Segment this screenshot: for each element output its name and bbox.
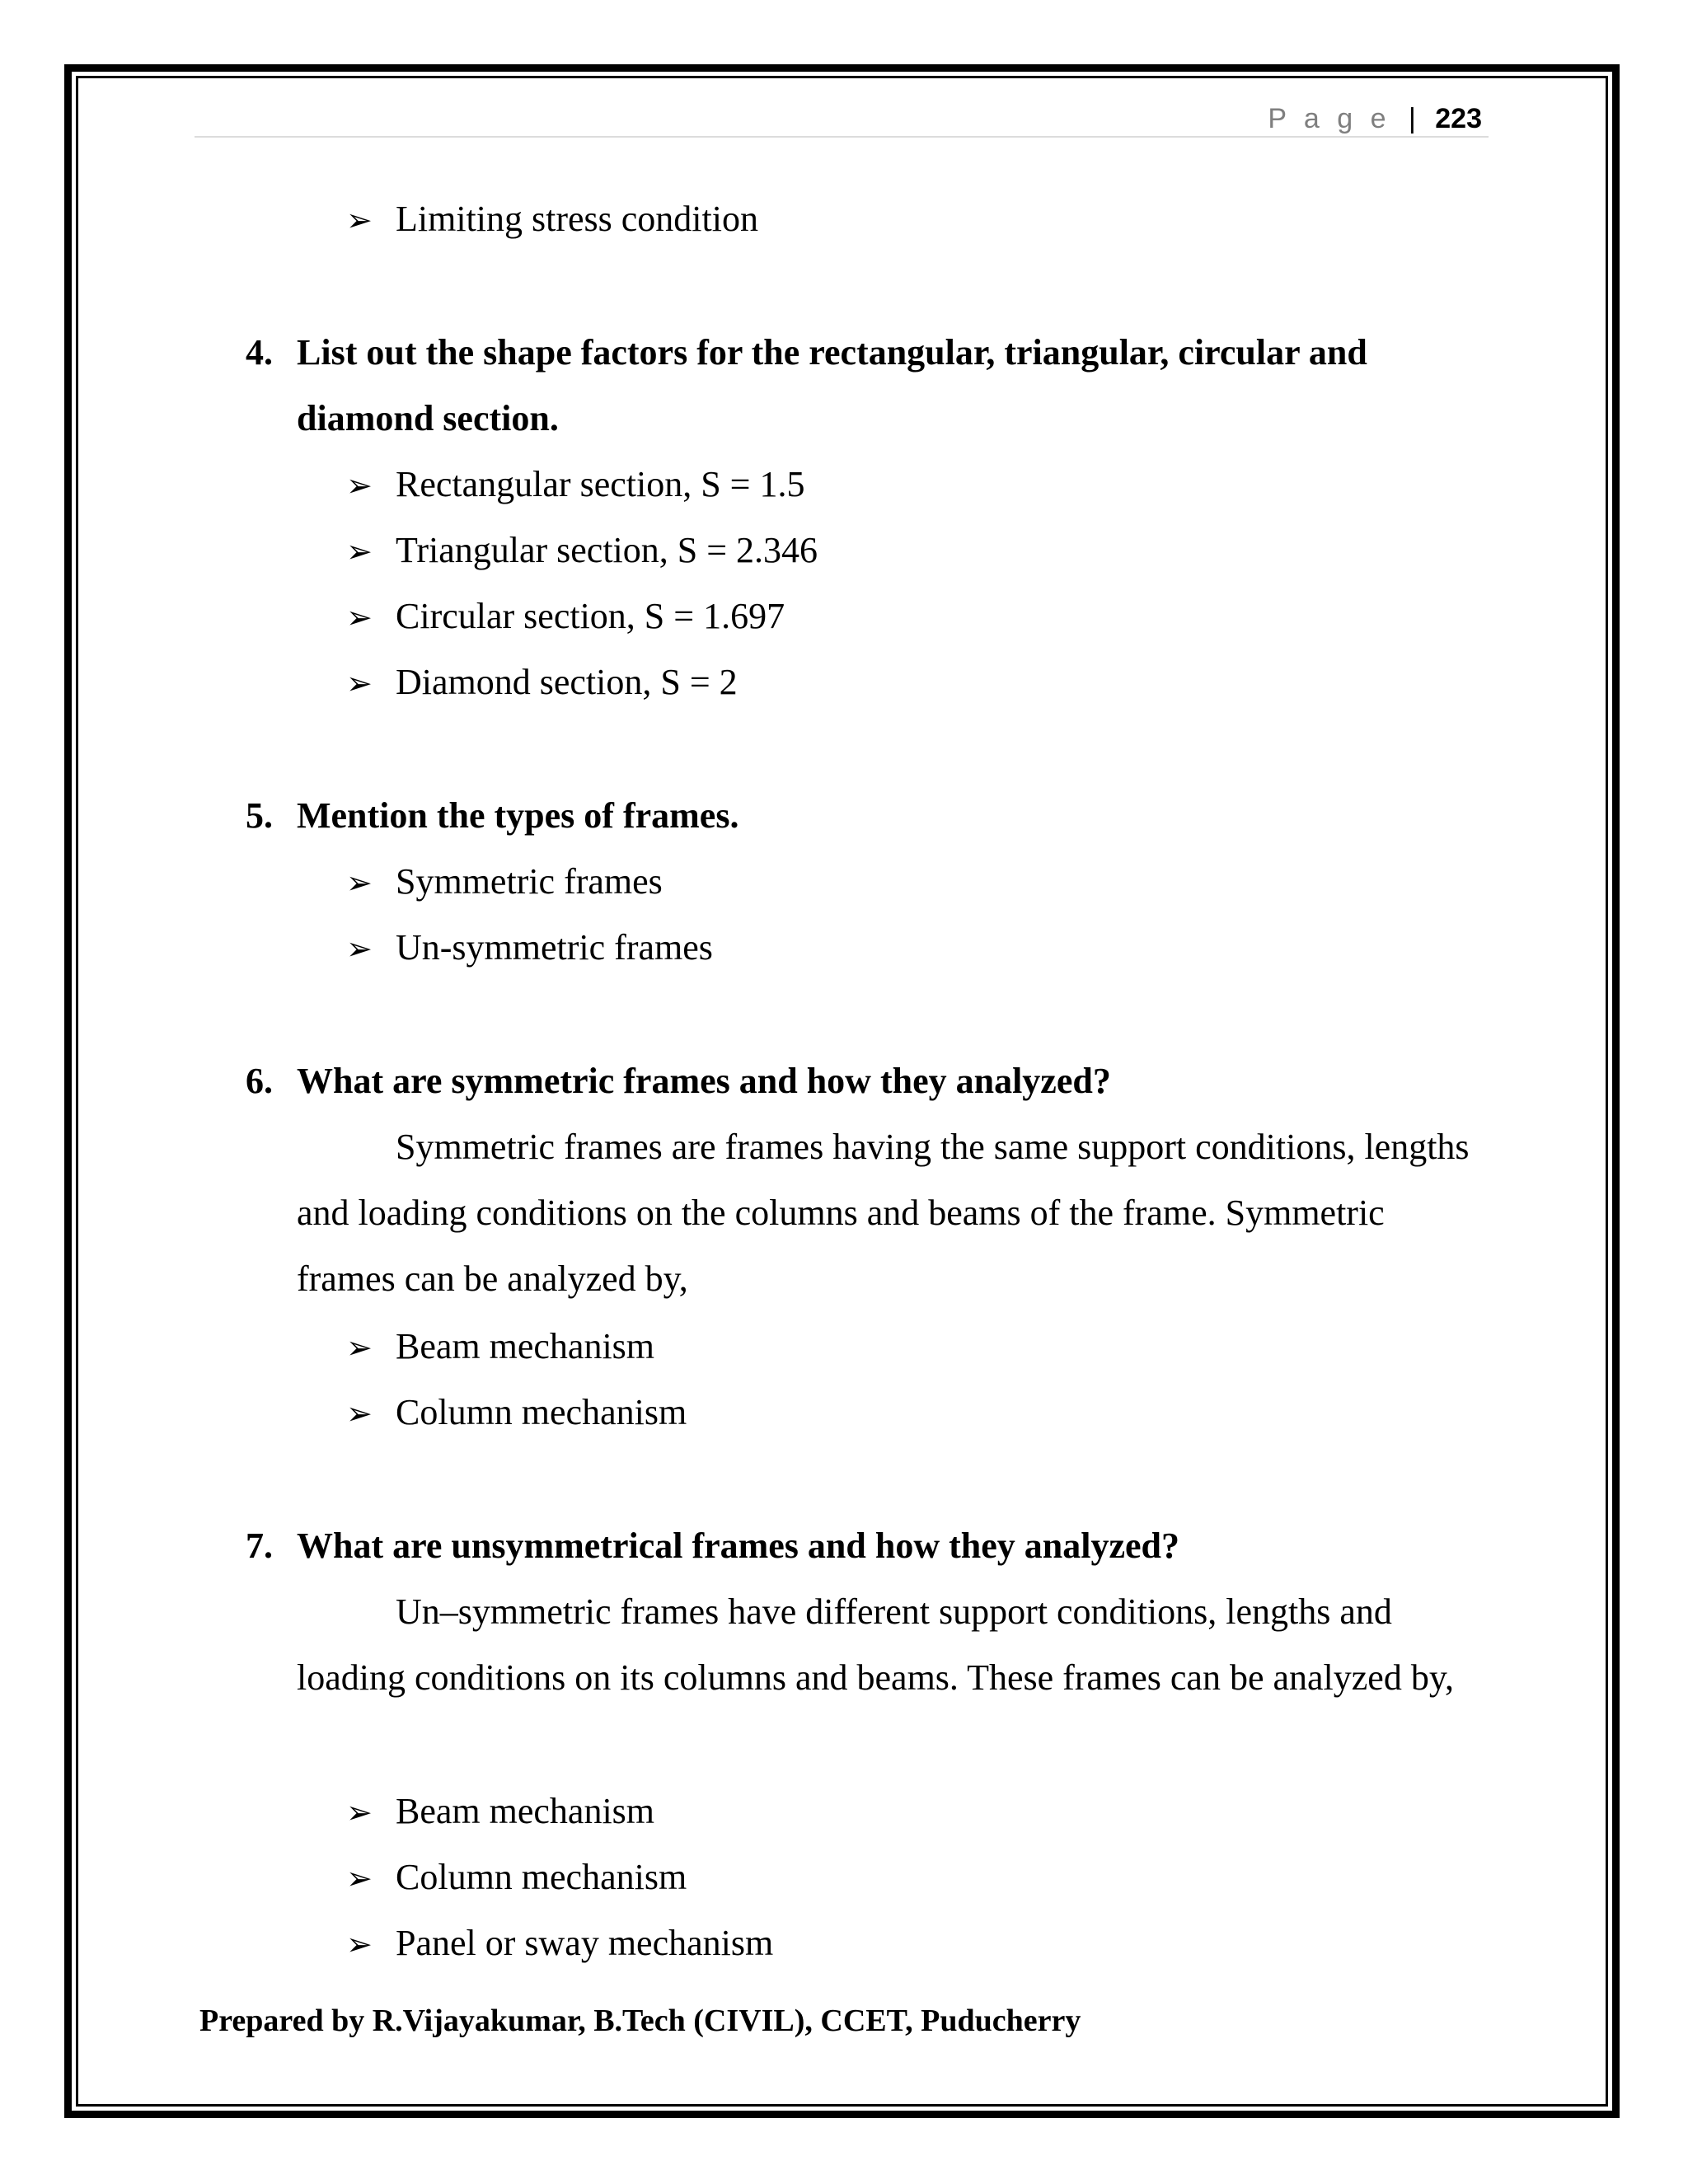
list-item bbox=[346, 925, 713, 972]
list-item-text: Beam mechanism bbox=[396, 1791, 655, 1831]
page-label: P a g e bbox=[1268, 103, 1391, 134]
answer-paragraph: Symmetric frames are frames having the same support conditions, lengths and loading conditions on the columns and beams of the frame. Symmetric frames can be analyzed by, bbox=[297, 1127, 1470, 1299]
question-heading: What are symmetric frames and how they analyzed? bbox=[297, 1061, 1111, 1101]
arrow-bullet-icon: ➢ bbox=[346, 1329, 373, 1366]
arrow-bullet-icon: ➢ bbox=[346, 533, 373, 569]
question-number: 4. bbox=[246, 332, 273, 373]
list-item-text: Panel or sway mechanism bbox=[396, 1923, 774, 1963]
list-item bbox=[346, 593, 785, 640]
list-item bbox=[346, 196, 758, 243]
page-footer: Prepared by R.Vijayakumar, B.Tech (CIVIL), CCET, Puducherry bbox=[199, 2004, 1081, 2038]
list-item bbox=[346, 859, 663, 906]
list-item-text: Beam mechanism bbox=[396, 1326, 655, 1366]
arrow-bullet-icon: ➢ bbox=[346, 930, 373, 967]
list-item bbox=[346, 1390, 687, 1436]
page-number: 223 bbox=[1435, 103, 1482, 134]
list-item bbox=[346, 1854, 687, 1901]
arrow-bullet-icon: ➢ bbox=[346, 1860, 373, 1896]
arrow-bullet-icon: ➢ bbox=[346, 1926, 373, 1962]
question-number: 6. bbox=[246, 1061, 273, 1101]
arrow-bullet-icon: ➢ bbox=[346, 1794, 373, 1830]
arrow-bullet-icon: ➢ bbox=[346, 202, 373, 238]
page-separator: | bbox=[1408, 103, 1416, 134]
arrow-bullet-icon: ➢ bbox=[346, 467, 373, 504]
list-item bbox=[346, 1920, 773, 1967]
list-item bbox=[346, 527, 818, 574]
list-item-text: Circular section, S = 1.697 bbox=[396, 596, 785, 636]
question-heading: What are unsymmetrical frames and how they analyzed? bbox=[297, 1526, 1179, 1566]
arrow-bullet-icon: ➢ bbox=[346, 1395, 373, 1432]
page-header bbox=[195, 95, 1489, 138]
list-item-text: Symmetric frames bbox=[396, 861, 663, 902]
list-item bbox=[346, 1788, 654, 1835]
answer-paragraph: Un–symmetric frames have different support conditions, lengths and loading conditions on its columns and beams. These frames can be analyzed by, bbox=[297, 1591, 1454, 1698]
list-item bbox=[346, 462, 804, 509]
arrow-bullet-icon: ➢ bbox=[346, 665, 373, 701]
list-item-text: Triangular section, S = 2.346 bbox=[396, 530, 818, 570]
list-item-text: Diamond section, S = 2 bbox=[396, 662, 738, 702]
list-item bbox=[346, 1324, 654, 1371]
list-item bbox=[346, 659, 738, 706]
arrow-bullet-icon: ➢ bbox=[346, 865, 373, 901]
question-heading: List out the shape factors for the rectangular, triangular, circular and diamond section. bbox=[297, 332, 1367, 438]
page-number-label bbox=[1268, 103, 1482, 135]
list-item-text: Column mechanism bbox=[396, 1857, 687, 1897]
question-number: 7. bbox=[246, 1526, 273, 1566]
list-item-text: Limiting stress condition bbox=[396, 199, 758, 239]
list-item-text: Rectangular section, S = 1.5 bbox=[396, 464, 805, 504]
list-item-text: Column mechanism bbox=[396, 1392, 687, 1432]
question-heading: Mention the types of frames. bbox=[297, 795, 739, 836]
question-number: 5. bbox=[246, 795, 273, 836]
arrow-bullet-icon: ➢ bbox=[346, 599, 373, 635]
list-item-text: Un-symmetric frames bbox=[396, 927, 713, 968]
